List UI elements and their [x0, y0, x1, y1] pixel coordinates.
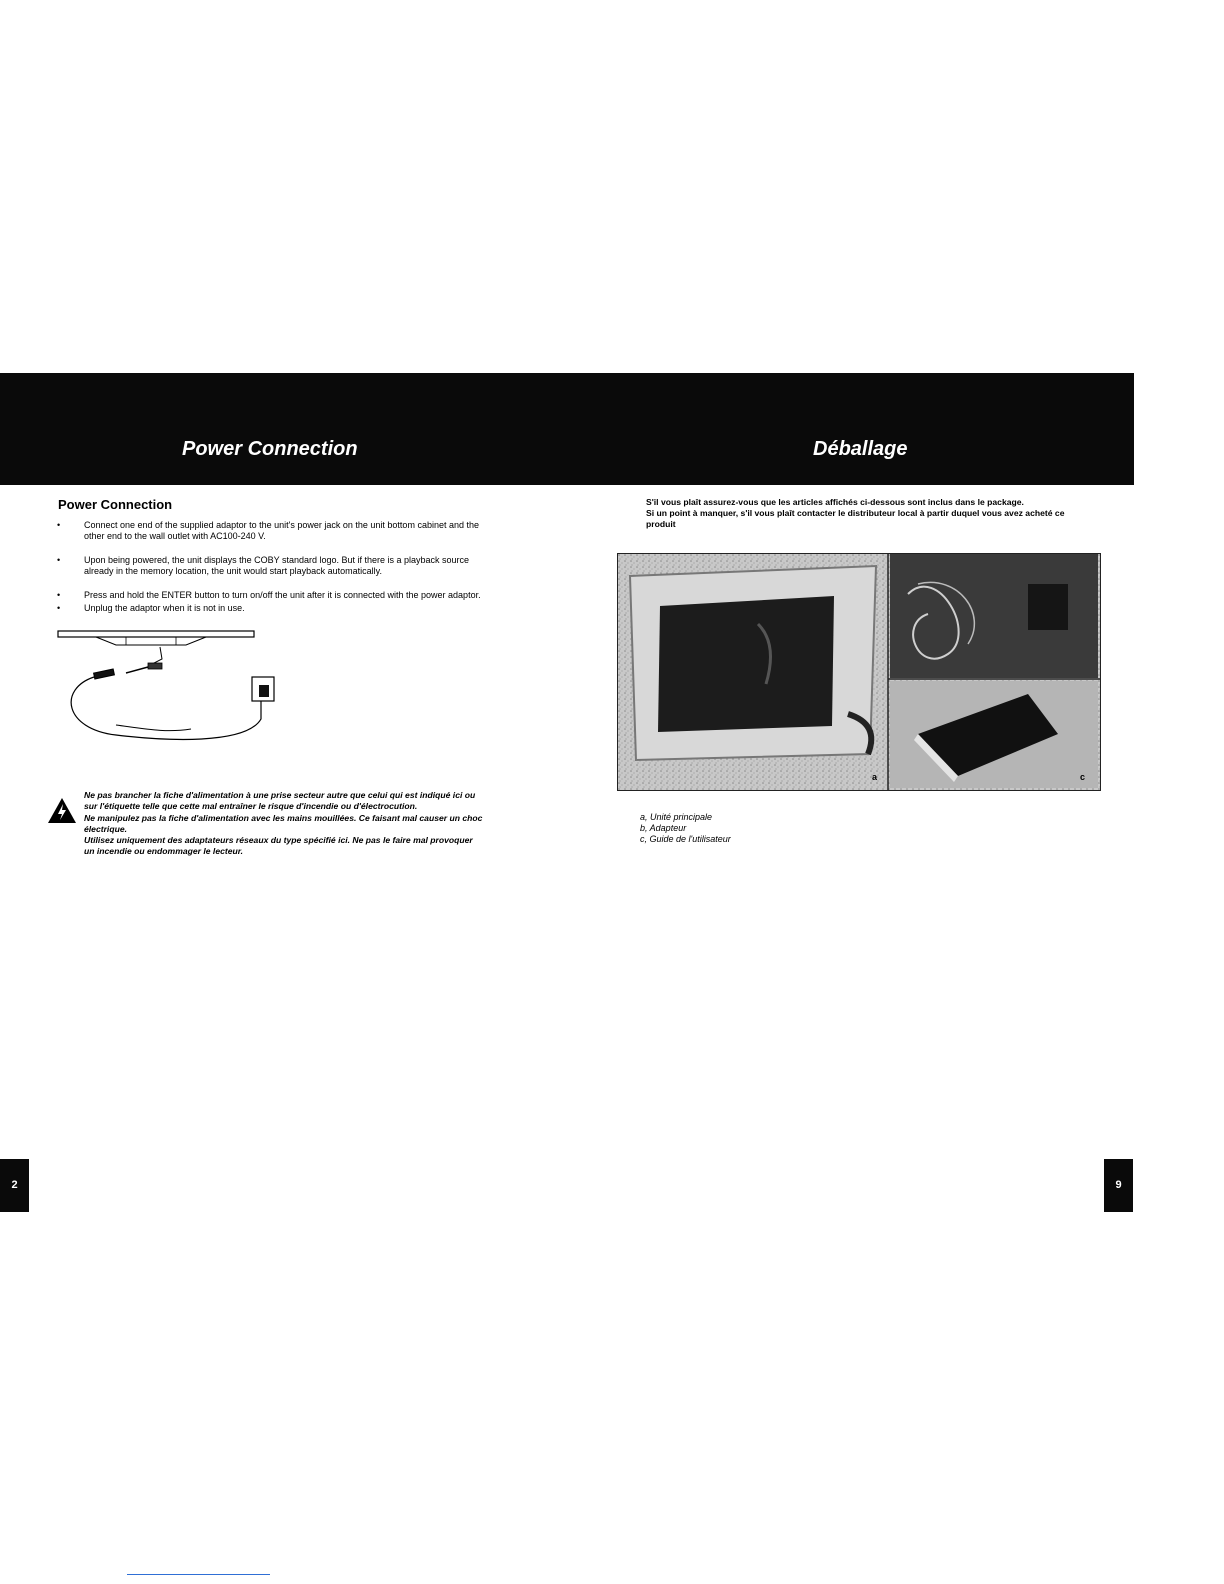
page-number-right: 9	[1104, 1159, 1133, 1212]
list-item-text: Press and hold the ENTER button to turn on/off the unit after it is connected with the power adaptor.	[84, 590, 481, 600]
photo-label-a: a	[872, 772, 878, 782]
list-item	[55, 520, 495, 542]
bullet-marker: •	[57, 603, 61, 613]
bullet-marker: •	[57, 590, 61, 600]
header-band	[0, 373, 1134, 485]
safety-warning	[84, 790, 484, 858]
adapter-plug-illustration	[94, 647, 162, 679]
package-contents-photo	[617, 553, 1101, 791]
bullet-marker: •	[57, 520, 61, 530]
package-photo-illustration	[618, 554, 1100, 790]
list-item	[55, 603, 495, 614]
warning-line: Ne pas brancher la fiche d'alimentation à une prise secteur autre que celui qui est indiqué ici ou sur l'étiquette telle que cette mal entraîner le risque d'incendie ou d'électrocution.	[84, 790, 476, 812]
photo-frame-unit	[630, 566, 876, 760]
list-item-text: Connect one end of the supplied adaptor to the unit's power jack on the unit bottom cabinet and the other end to the wall outlet with AC100-240 V.	[84, 520, 479, 541]
unpacking-intro	[646, 497, 1076, 530]
user-guide-photo	[890, 681, 1098, 788]
unit-edge-illustration	[58, 631, 254, 645]
adapter-photo	[890, 554, 1098, 678]
caption-item: a, Unité principale	[640, 812, 713, 822]
wall-outlet-illustration	[252, 677, 274, 701]
caption-item: c, Guide de l'utilisateur	[640, 834, 731, 844]
intro-line: S'il vous plaît assurez-vous que les articles affichés ci-dessous sont inclus dans le package.	[646, 497, 1024, 507]
list-item-text: Unplug the adaptor when it is not in use.	[84, 603, 245, 613]
list-item	[55, 555, 495, 577]
electric-shock-warning-icon	[47, 797, 77, 824]
package-captions	[640, 812, 731, 845]
section-heading: Power Connection	[58, 497, 173, 512]
list-item	[55, 590, 495, 601]
page-title-right: Déballage	[813, 438, 908, 460]
power-connection-diagram	[56, 629, 296, 759]
footnote-rule	[127, 1574, 270, 1575]
adapter-cable	[71, 677, 261, 739]
intro-line: Si un point à manquer, s'il vous plaît contacter le distributeur local à partir duquel vous avez acheté ce produit	[646, 508, 1065, 529]
list-item-text: Upon being powered, the unit displays the COBY standard logo. But if there is a playback source already in the memory location, the unit would start playback automatically.	[84, 555, 470, 576]
instruction-list	[55, 520, 495, 627]
page-title-left: Power Connection	[182, 438, 358, 460]
bullet-marker: •	[57, 555, 61, 565]
page-number-left: 2	[0, 1159, 29, 1212]
caption-item: b, Adapteur	[640, 823, 687, 833]
warning-line: Ne manipulez pas la fiche d'alimentation avec les mains mouillées. Ce faisant mal causer un choc électrique.	[84, 812, 483, 834]
warning-line: Utilisez uniquement des adaptateurs réseaux du type spécifié ici. Ne pas le faire mal provoquer un incendie ou endommager le lecteur.	[84, 835, 473, 857]
photo-label-c: c	[1080, 772, 1086, 782]
